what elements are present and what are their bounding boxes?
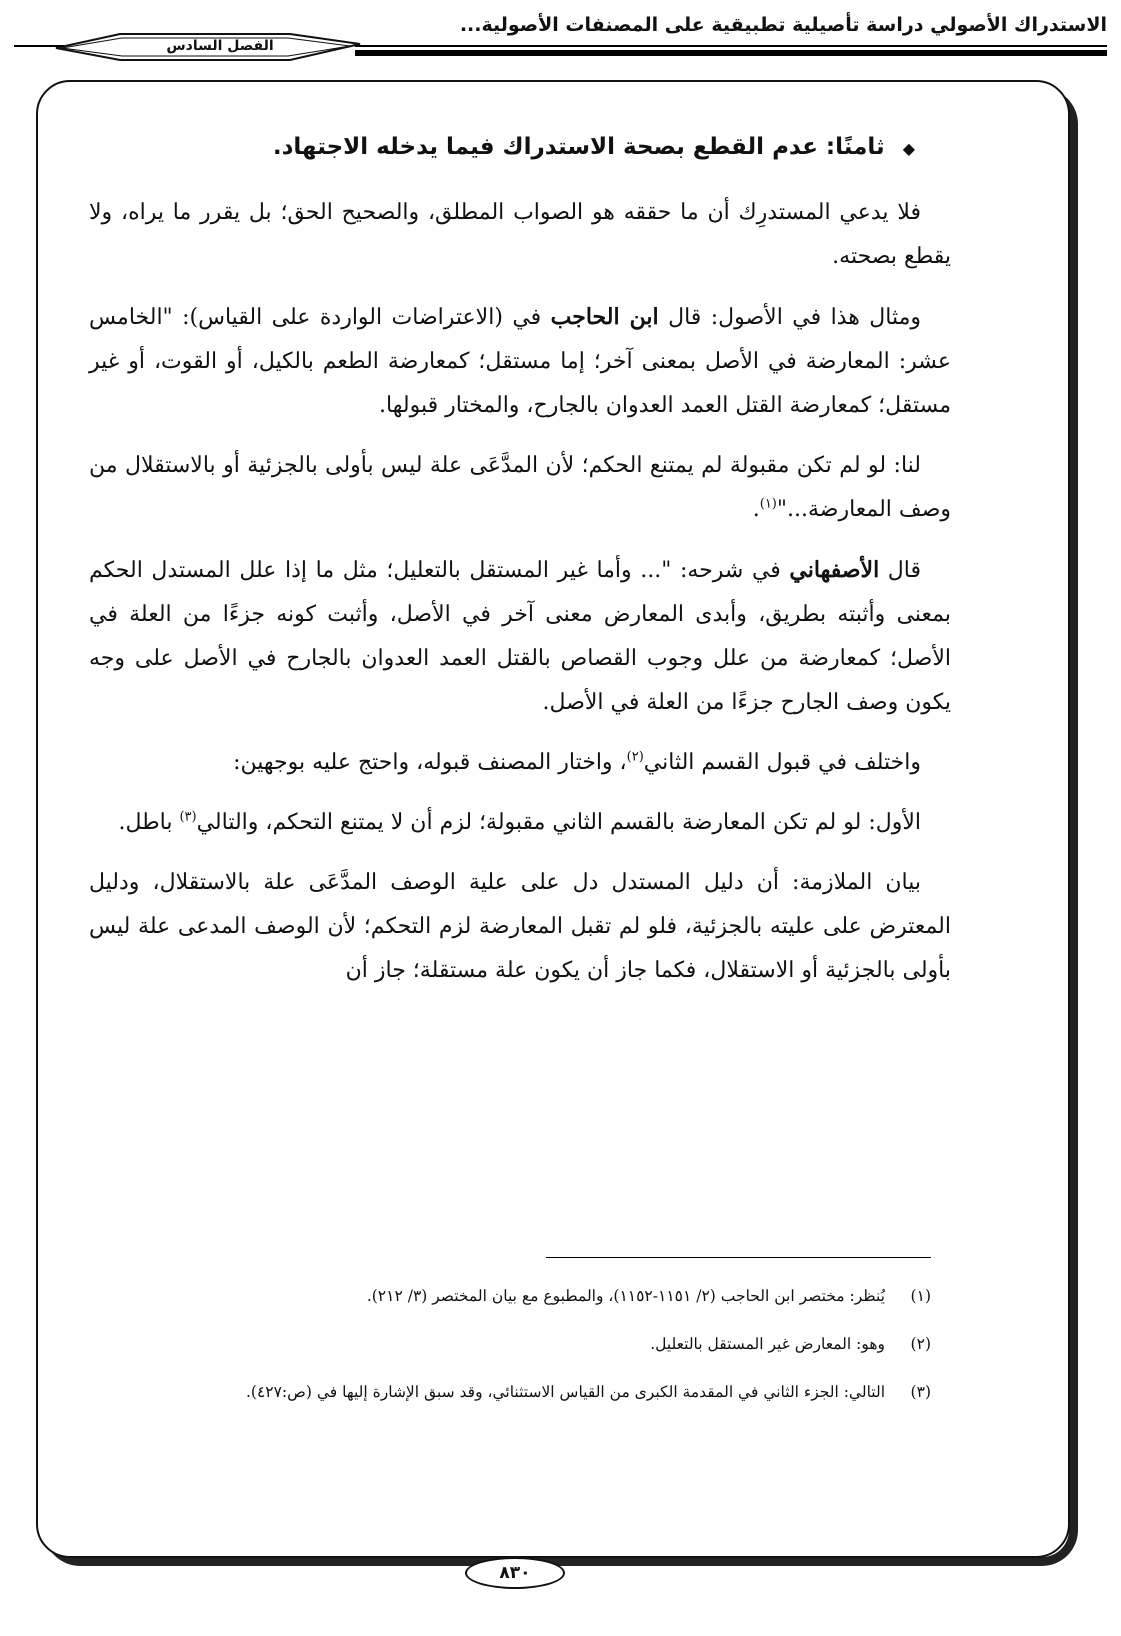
paragraph-3 xyxy=(89,444,951,532)
footnote-text: وهو: المعارض غير المستقل بالتعليل. xyxy=(650,1335,885,1353)
paragraph-6-rest: باطل. xyxy=(118,810,180,835)
paragraph-4 xyxy=(89,548,951,725)
footnote-number: (١) xyxy=(910,1287,931,1305)
footnote-ref-3[interactable]: (٣) xyxy=(179,809,197,825)
footnote-text: التالي: الجزء الثاني في المقدمة الكبرى من القياس الاستثنائي، وقد سبق الإشارة إليها في (ص:٤٢٧). xyxy=(245,1383,885,1401)
paragraph-4-lead: قال xyxy=(879,558,921,583)
footnote-number: (٣) xyxy=(910,1383,931,1401)
header-rule-left xyxy=(14,45,64,47)
author-name-asfahani: الأصفهاني xyxy=(789,557,880,583)
footnote-separator xyxy=(546,1257,931,1258)
footnote-2 xyxy=(91,1333,931,1355)
section-heading xyxy=(89,125,951,171)
paragraph-1: فلا يدعي المستدرِك أن ما حققه هو الصواب المطلق، والصحيح الحق؛ بل يقرر ما يراه، ولا يقطع بصحته. xyxy=(89,200,951,269)
main-text xyxy=(89,125,951,1009)
footnotes xyxy=(91,1285,931,1429)
section-heading-text: ثامنًا: عدم القطع بصحة الاستدراك فيما يدخله الاجتهاد. xyxy=(272,134,885,160)
paragraph-5-rest: ، واختار المصنف قبوله، واحتج عليه بوجهين: xyxy=(233,750,627,775)
footnote-text: يُنظر: مختصر ابن الحاجب (٢/ ١١٥١-١١٥٢)، والمطبوع مع بيان المختصر (٣/ ٢١٢). xyxy=(366,1287,885,1305)
paragraph-6 xyxy=(89,801,951,845)
footnote-3 xyxy=(91,1381,931,1403)
paragraph-2-quote: في (الاعتراضات الواردة على القياس): "الخامس عشر: المعارضة في الأصل بمعنى آخر؛ إما مستقل؛ كمعارضة الطعم بالكيل، أو القوت، أو غير مستقل؛ كمعارضة القتل العمد العدوان بالجارح، والمختار قبولها. xyxy=(89,305,951,418)
chapter-label: الفصل السادس xyxy=(166,38,274,54)
paragraph-5 xyxy=(89,741,951,785)
paragraph-6-lead: الأول: لو لم تكن المعارضة بالقسم الثاني مقبولة؛ لزم أن لا يمتنع التحكم، والتالي xyxy=(196,810,921,835)
paragraph-2-lead: ومثال هذا في الأصول: قال xyxy=(658,305,921,330)
diamond-bullet-icon: ◆ xyxy=(902,139,915,158)
footnote-number: (٢) xyxy=(910,1335,931,1353)
footnote-ref-1[interactable]: (١) xyxy=(759,496,777,512)
page-number: ٨٣٠ xyxy=(465,1557,565,1589)
header-rule-thick xyxy=(355,50,1107,56)
running-header-title: الاستدراك الأصولي دراسة تأصيلية تطبيقية على المصنفات الأصولية... xyxy=(459,14,1107,36)
paragraph-3-text: لنا: لو لم تكن مقبولة لم يمتنع الحكم؛ لأن المدَّعَى علة ليس بأولى بالجزئية أو بالاستقلال من وصف المعارضة..." xyxy=(89,453,951,522)
footnote-1 xyxy=(91,1285,931,1307)
author-name-ibn-alhajib: ابن الحاجب xyxy=(550,304,659,330)
paragraph-7: بيان الملازمة: أن دليل المستدل دل على علية الوصف المدَّعَى علة بالاستقلال، ودليل المعترض على عليته بالجزئية، فلو لم تقبل المعارضة لزم التحكم؛ لأن الوصف المدعى علة ليس بأولى بالجزئية أو الاستقلال، فكما جاز أن يكون علة مستقلة؛ جاز أن xyxy=(89,870,951,983)
footnote-ref-2[interactable]: (٢) xyxy=(626,749,644,765)
paragraph-5-lead: واختلف في قبول القسم الثاني xyxy=(643,750,921,775)
paragraph-4-quote: في شرحه: "... وأما غير المستقل بالتعليل؛ مثل ما إذا علل المستدل الحكم بمعنى وأثبته بطريق، وأبدى المعارض معنى آخر في الأصل، وأثبت كونه جزءًا من العلة في الأصل؛ كمعارضة من علل وجوب القصاص بالقتل العمد العدوان بالجارح في الأصل على وجه يكون وصف الجارح جزءًا من العلة في الأصل. xyxy=(89,558,951,715)
header-rule-thin xyxy=(355,45,1107,47)
paragraph-2 xyxy=(89,295,951,428)
paragraph-3-end: . xyxy=(752,497,760,522)
